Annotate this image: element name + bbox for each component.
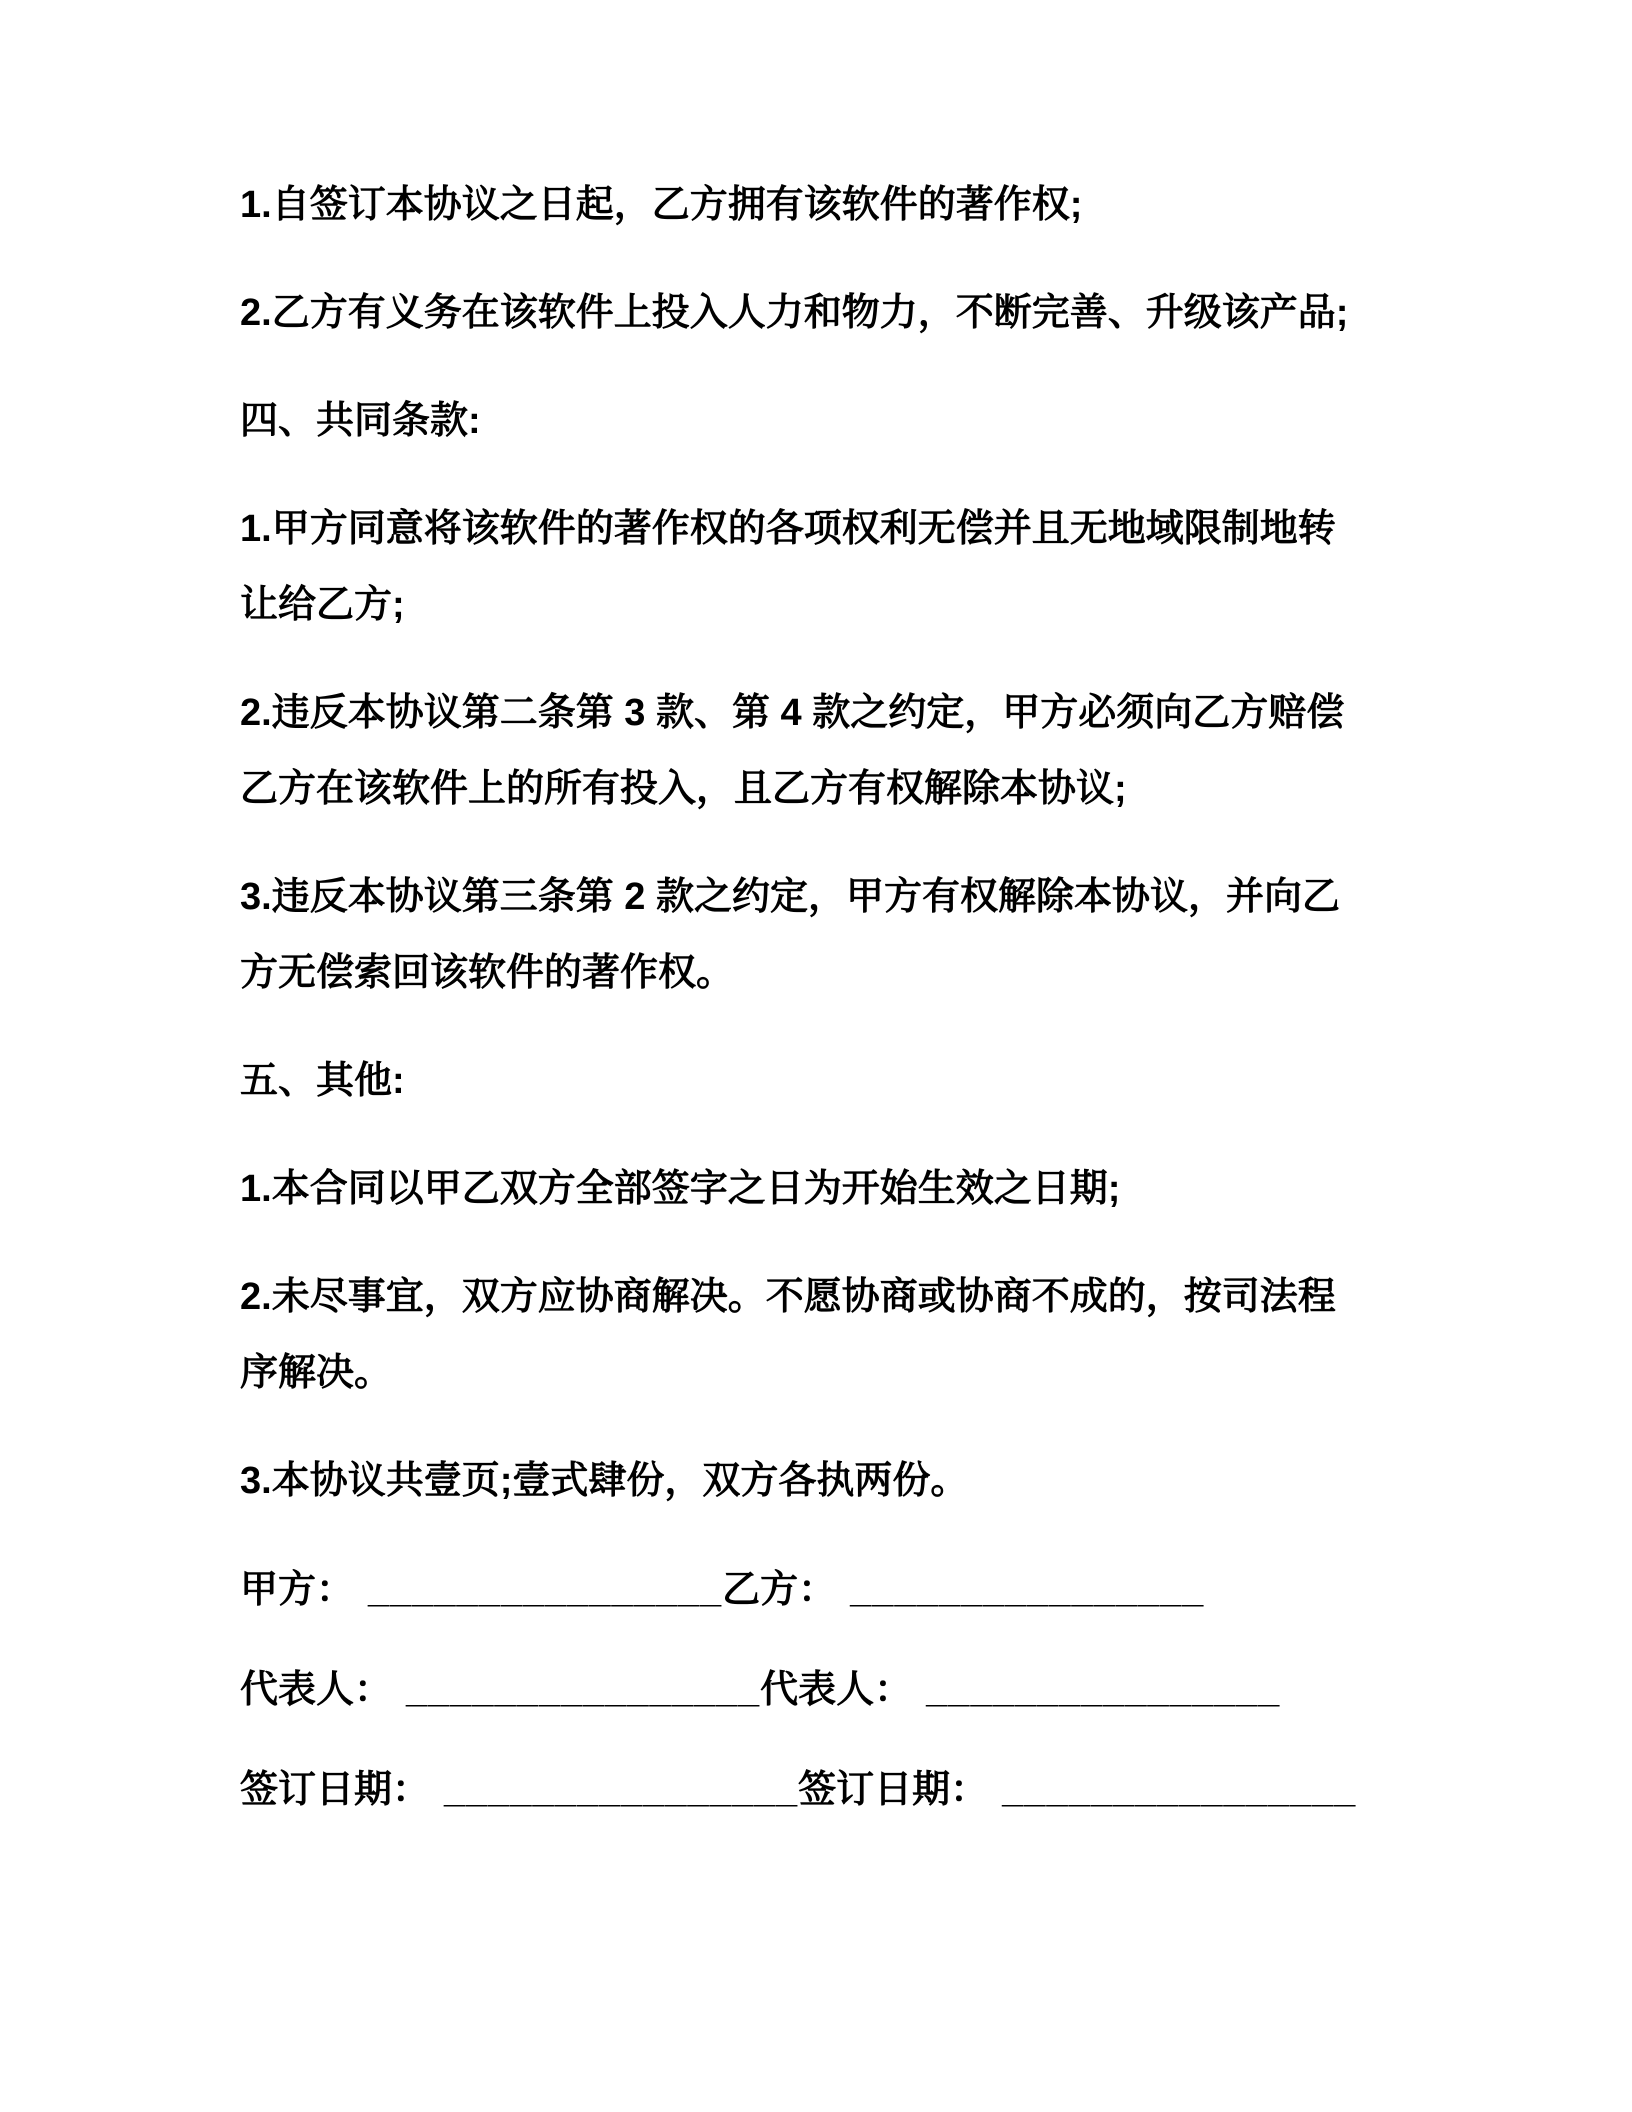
section-heading-common-terms: 四、共同条款: (240, 400, 481, 442)
clause-paragraph: 1.本合同以甲乙双方全部签字之日为开始生效之日期; (240, 1168, 1121, 1210)
signing-date-a-line: ________________ (444, 1769, 799, 1811)
clause-paragraph: 1.自签订本协议之日起，乙方拥有该软件的著作权; (240, 184, 1083, 226)
clause-paragraph: 2.违反本协议第二条第 3 款、第 4 款之约定，甲方必须向乙方赔偿乙方在该软件上的所有投入，且乙方有权解除本协议; (240, 692, 1345, 810)
party-a-signature-line: ________________ (368, 1569, 723, 1611)
signature-block (240, 1552, 1362, 1828)
clause-paragraph: 2.未尽事宜，双方应协商解决。不愿协商或协商不成的，按司法程序解决。 (240, 1276, 1336, 1394)
clause-paragraph: 1.甲方同意将该软件的著作权的各项权利无偿并且无地域限制地转让给乙方; (240, 508, 1336, 626)
party-b-label: 乙方： (722, 1569, 837, 1611)
party-b-signature-line: ________________ (850, 1569, 1205, 1611)
clause-paragraph: 3.本协议共壹页;壹式肆份，双方各执两份。 (240, 1460, 969, 1502)
signing-date-a-label: 签订日期： (240, 1769, 431, 1811)
signing-date-b-label: 签订日期： (798, 1769, 989, 1811)
signature-row-representative (240, 1652, 1362, 1728)
representative-a-signature-line: ________________ (406, 1669, 761, 1711)
signature-row-date (240, 1752, 1362, 1828)
party-a-label: 甲方： (240, 1569, 355, 1611)
representative-a-label: 代表人： (240, 1669, 393, 1711)
section-heading-others: 五、其他: (240, 1060, 405, 1102)
representative-b-signature-line: ________________ (926, 1669, 1281, 1711)
signature-row-party (240, 1552, 1362, 1628)
clause-paragraph: 3.违反本协议第三条第 2 款之约定，甲方有权解除本协议，并向乙方无偿索回该软件的著作权。 (240, 876, 1340, 994)
clause-paragraph: 2.乙方有义务在该软件上投入人力和物力，不断完善、升级该产品; (240, 292, 1349, 334)
representative-b-label: 代表人： (760, 1669, 913, 1711)
signing-date-b-line: ________________ (1002, 1769, 1357, 1811)
